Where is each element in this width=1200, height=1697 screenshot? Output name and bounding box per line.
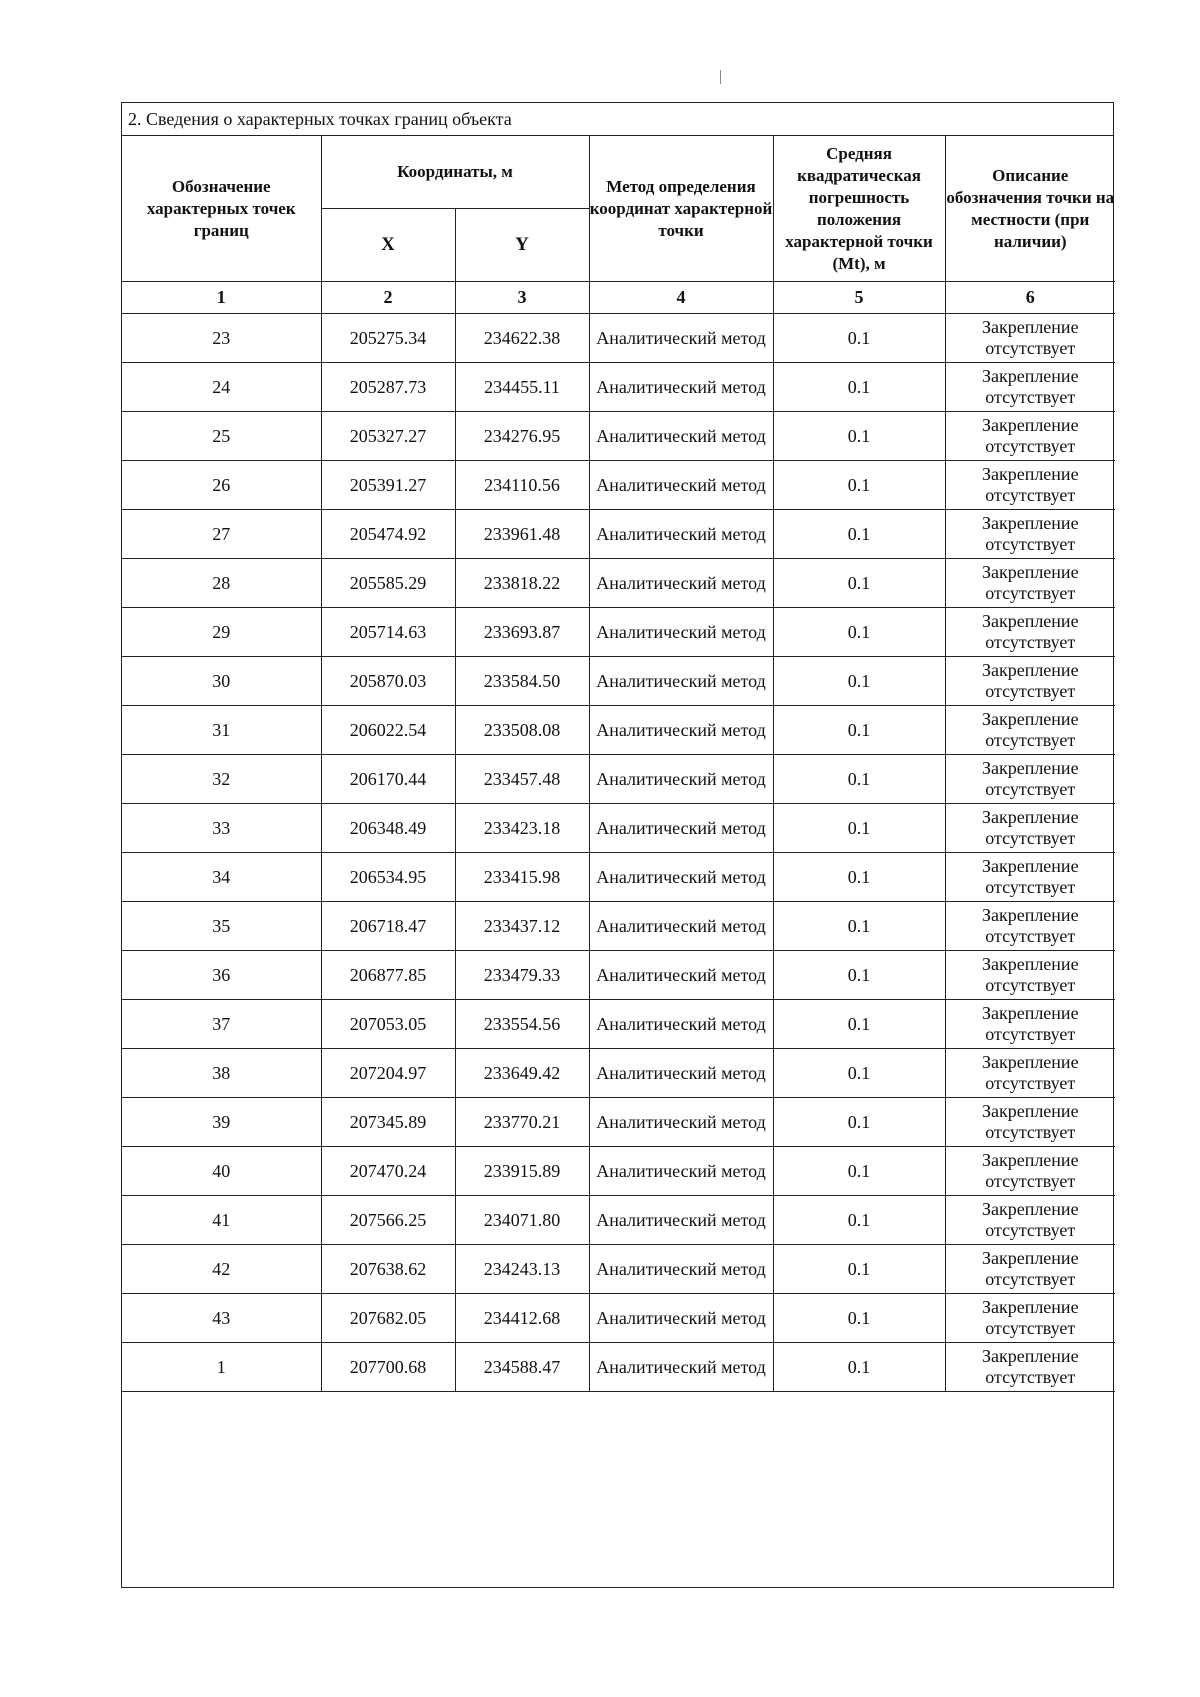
- description-cell: Закрепление отсутствует: [945, 1294, 1115, 1343]
- method-cell: Аналитический метод: [589, 1343, 773, 1392]
- point-cell: 24: [122, 363, 321, 412]
- boundary-points-table: [122, 136, 1115, 1392]
- point-cell: 34: [122, 853, 321, 902]
- method-cell: Аналитический метод: [589, 1098, 773, 1147]
- x-cell: 205327.27: [321, 412, 455, 461]
- y-cell: 233818.22: [455, 559, 589, 608]
- x-cell: 205474.92: [321, 510, 455, 559]
- header-x: X: [321, 209, 455, 282]
- x-cell: 205870.03: [321, 657, 455, 706]
- method-cell: Аналитический метод: [589, 1294, 773, 1343]
- y-cell: 234243.13: [455, 1245, 589, 1294]
- table-row: [122, 1147, 1115, 1196]
- mt-cell: 0.1: [773, 1098, 945, 1147]
- table-row: [122, 755, 1115, 804]
- mt-cell: 0.1: [773, 755, 945, 804]
- mt-cell: 0.1: [773, 314, 945, 363]
- column-number: 6: [945, 282, 1115, 314]
- y-cell: 234622.38: [455, 314, 589, 363]
- mt-cell: 0.1: [773, 853, 945, 902]
- description-cell: Закрепление отсутствует: [945, 510, 1115, 559]
- y-cell: 234276.95: [455, 412, 589, 461]
- y-cell: 234110.56: [455, 461, 589, 510]
- y-cell: 233423.18: [455, 804, 589, 853]
- description-cell: Закрепление отсутствует: [945, 951, 1115, 1000]
- scan-artifact: [720, 70, 721, 84]
- y-cell: 234588.47: [455, 1343, 589, 1392]
- point-cell: 1: [122, 1343, 321, 1392]
- y-cell: 234071.80: [455, 1196, 589, 1245]
- empty-area: [122, 1408, 1113, 1587]
- header-y: Y: [455, 209, 589, 282]
- x-cell: 205714.63: [321, 608, 455, 657]
- x-cell: 207682.05: [321, 1294, 455, 1343]
- description-cell: Закрепление отсутствует: [945, 1196, 1115, 1245]
- table-row: [122, 412, 1115, 461]
- mt-cell: 0.1: [773, 657, 945, 706]
- description-cell: Закрепление отсутствует: [945, 559, 1115, 608]
- y-cell: 233693.87: [455, 608, 589, 657]
- point-cell: 37: [122, 1000, 321, 1049]
- table-row: [122, 853, 1115, 902]
- table-row: [122, 1343, 1115, 1392]
- method-cell: Аналитический метод: [589, 804, 773, 853]
- method-cell: Аналитический метод: [589, 363, 773, 412]
- x-cell: 206022.54: [321, 706, 455, 755]
- y-cell: 234412.68: [455, 1294, 589, 1343]
- y-cell: 234455.11: [455, 363, 589, 412]
- table-row: [122, 706, 1115, 755]
- description-cell: Закрепление отсутствует: [945, 804, 1115, 853]
- point-cell: 23: [122, 314, 321, 363]
- table-row: [122, 804, 1115, 853]
- y-cell: 233457.48: [455, 755, 589, 804]
- x-cell: 206534.95: [321, 853, 455, 902]
- description-cell: Закрепление отсутствует: [945, 412, 1115, 461]
- method-cell: Аналитический метод: [589, 314, 773, 363]
- point-cell: 38: [122, 1049, 321, 1098]
- column-number-row: [122, 282, 1115, 314]
- mt-cell: 0.1: [773, 1245, 945, 1294]
- mt-cell: 0.1: [773, 412, 945, 461]
- y-cell: 233649.42: [455, 1049, 589, 1098]
- method-cell: Аналитический метод: [589, 902, 773, 951]
- method-cell: Аналитический метод: [589, 608, 773, 657]
- y-cell: 233961.48: [455, 510, 589, 559]
- x-cell: 205391.27: [321, 461, 455, 510]
- method-cell: Аналитический метод: [589, 1147, 773, 1196]
- mt-cell: 0.1: [773, 1000, 945, 1049]
- description-cell: Закрепление отсутствует: [945, 902, 1115, 951]
- mt-cell: 0.1: [773, 363, 945, 412]
- x-cell: 207700.68: [321, 1343, 455, 1392]
- point-cell: 42: [122, 1245, 321, 1294]
- table-row: [122, 1245, 1115, 1294]
- column-number: 2: [321, 282, 455, 314]
- table-body: [122, 314, 1115, 1392]
- point-cell: 26: [122, 461, 321, 510]
- description-cell: Закрепление отсутствует: [945, 853, 1115, 902]
- description-cell: Закрепление отсутствует: [945, 608, 1115, 657]
- table-row: [122, 1098, 1115, 1147]
- header-mean-error: Средняя квадратическая погрешность положения характерной точки (Mt), м: [773, 136, 945, 282]
- point-cell: 27: [122, 510, 321, 559]
- x-cell: 207345.89: [321, 1098, 455, 1147]
- method-cell: Аналитический метод: [589, 951, 773, 1000]
- column-number: 4: [589, 282, 773, 314]
- table-row: [122, 510, 1115, 559]
- x-cell: 206718.47: [321, 902, 455, 951]
- column-number: 3: [455, 282, 589, 314]
- y-cell: 233479.33: [455, 951, 589, 1000]
- table-row: [122, 951, 1115, 1000]
- description-cell: Закрепление отсутствует: [945, 1049, 1115, 1098]
- mt-cell: 0.1: [773, 608, 945, 657]
- point-cell: 43: [122, 1294, 321, 1343]
- method-cell: Аналитический метод: [589, 510, 773, 559]
- table-row: [122, 363, 1115, 412]
- x-cell: 205275.34: [321, 314, 455, 363]
- table-row: [122, 1000, 1115, 1049]
- method-cell: Аналитический метод: [589, 1196, 773, 1245]
- method-cell: Аналитический метод: [589, 412, 773, 461]
- mt-cell: 0.1: [773, 1294, 945, 1343]
- point-cell: 36: [122, 951, 321, 1000]
- method-cell: Аналитический метод: [589, 559, 773, 608]
- table-row: [122, 608, 1115, 657]
- description-cell: Закрепление отсутствует: [945, 706, 1115, 755]
- point-cell: 32: [122, 755, 321, 804]
- section-title: 2. Сведения о характерных точках границ объекта: [122, 103, 1113, 136]
- column-number: 5: [773, 282, 945, 314]
- y-cell: 233770.21: [455, 1098, 589, 1147]
- y-cell: 233437.12: [455, 902, 589, 951]
- x-cell: 206877.85: [321, 951, 455, 1000]
- boundary-points-sheet: [121, 102, 1114, 1588]
- header-description: Описание обозначения точки на местности (при наличии): [945, 136, 1115, 282]
- mt-cell: 0.1: [773, 706, 945, 755]
- description-cell: Закрепление отсутствует: [945, 461, 1115, 510]
- mt-cell: 0.1: [773, 1147, 945, 1196]
- mt-cell: 0.1: [773, 804, 945, 853]
- mt-cell: 0.1: [773, 951, 945, 1000]
- x-cell: 206170.44: [321, 755, 455, 804]
- table-row: [122, 559, 1115, 608]
- point-cell: 30: [122, 657, 321, 706]
- y-cell: 233554.56: [455, 1000, 589, 1049]
- point-cell: 31: [122, 706, 321, 755]
- mt-cell: 0.1: [773, 1343, 945, 1392]
- header-point-designation: Обозначение характерных точек границ: [122, 136, 321, 282]
- description-cell: Закрепление отсутствует: [945, 1245, 1115, 1294]
- x-cell: 207470.24: [321, 1147, 455, 1196]
- x-cell: 207638.62: [321, 1245, 455, 1294]
- description-cell: Закрепление отсутствует: [945, 314, 1115, 363]
- x-cell: 207053.05: [321, 1000, 455, 1049]
- y-cell: 233584.50: [455, 657, 589, 706]
- method-cell: Аналитический метод: [589, 1000, 773, 1049]
- method-cell: Аналитический метод: [589, 461, 773, 510]
- mt-cell: 0.1: [773, 1196, 945, 1245]
- description-cell: Закрепление отсутствует: [945, 1343, 1115, 1392]
- x-cell: 207566.25: [321, 1196, 455, 1245]
- header-method: Метод определения координат характерной точки: [589, 136, 773, 282]
- point-cell: 33: [122, 804, 321, 853]
- method-cell: Аналитический метод: [589, 853, 773, 902]
- description-cell: Закрепление отсутствует: [945, 657, 1115, 706]
- point-cell: 25: [122, 412, 321, 461]
- table-row: [122, 461, 1115, 510]
- description-cell: Закрепление отсутствует: [945, 1147, 1115, 1196]
- table-row: [122, 314, 1115, 363]
- mt-cell: 0.1: [773, 559, 945, 608]
- x-cell: 205585.29: [321, 559, 455, 608]
- table-row: [122, 1294, 1115, 1343]
- point-cell: 41: [122, 1196, 321, 1245]
- table-row: [122, 1049, 1115, 1098]
- method-cell: Аналитический метод: [589, 1245, 773, 1294]
- header-coordinates: Координаты, м: [321, 136, 589, 209]
- x-cell: 205287.73: [321, 363, 455, 412]
- description-cell: Закрепление отсутствует: [945, 1000, 1115, 1049]
- table-row: [122, 657, 1115, 706]
- mt-cell: 0.1: [773, 902, 945, 951]
- y-cell: 233508.08: [455, 706, 589, 755]
- x-cell: 207204.97: [321, 1049, 455, 1098]
- description-cell: Закрепление отсутствует: [945, 1098, 1115, 1147]
- method-cell: Аналитический метод: [589, 706, 773, 755]
- x-cell: 206348.49: [321, 804, 455, 853]
- column-number: 1: [122, 282, 321, 314]
- table-row: [122, 902, 1115, 951]
- y-cell: 233915.89: [455, 1147, 589, 1196]
- point-cell: 40: [122, 1147, 321, 1196]
- method-cell: Аналитический метод: [589, 1049, 773, 1098]
- method-cell: Аналитический метод: [589, 657, 773, 706]
- y-cell: 233415.98: [455, 853, 589, 902]
- mt-cell: 0.1: [773, 461, 945, 510]
- description-cell: Закрепление отсутствует: [945, 363, 1115, 412]
- mt-cell: 0.1: [773, 510, 945, 559]
- mt-cell: 0.1: [773, 1049, 945, 1098]
- description-cell: Закрепление отсутствует: [945, 755, 1115, 804]
- point-cell: 28: [122, 559, 321, 608]
- point-cell: 29: [122, 608, 321, 657]
- point-cell: 35: [122, 902, 321, 951]
- method-cell: Аналитический метод: [589, 755, 773, 804]
- point-cell: 39: [122, 1098, 321, 1147]
- table-row: [122, 1196, 1115, 1245]
